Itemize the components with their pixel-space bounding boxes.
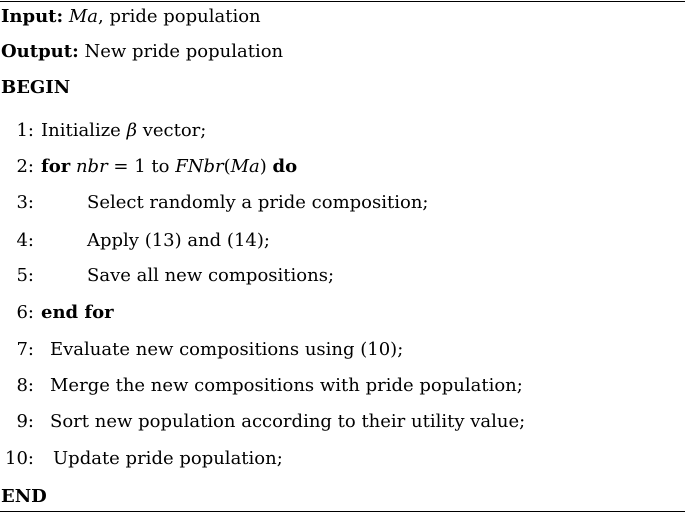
input-label: Input: bbox=[1, 6, 64, 27]
step-text: Sort new population according to their utility value; bbox=[50, 411, 526, 432]
step-number: 4: bbox=[16, 230, 34, 251]
beta-symbol: β bbox=[126, 120, 137, 141]
step-text: Select randomly a pride composition; bbox=[87, 192, 429, 213]
step-number: 1: bbox=[16, 120, 34, 141]
step-text: Update pride population; bbox=[53, 448, 283, 469]
input-text: , pride population bbox=[98, 6, 261, 27]
loop-variable: nbr bbox=[75, 156, 108, 177]
step-number: 10: bbox=[5, 448, 34, 469]
step-text: Evaluate new compositions using (10); bbox=[50, 339, 404, 360]
top-rule bbox=[0, 1, 685, 2]
step-text: Merge the new compositions with pride population; bbox=[50, 375, 523, 396]
function-name: FNbr bbox=[175, 156, 224, 177]
end-for-keyword: end for bbox=[41, 302, 114, 323]
end-keyword: END bbox=[1, 486, 47, 507]
step-number: 7: bbox=[16, 339, 34, 360]
step-text: Apply (13) and (14); bbox=[87, 230, 270, 251]
step-number: 5: bbox=[16, 265, 34, 286]
output-label: Output: bbox=[1, 41, 79, 62]
step-number: 9: bbox=[16, 411, 34, 432]
step-text: for nbr = 1 to FNbr(Ma) do bbox=[41, 156, 298, 177]
input-variable: Ma bbox=[68, 6, 99, 27]
output-text: New pride population bbox=[84, 41, 284, 62]
begin-keyword: BEGIN bbox=[1, 77, 71, 98]
for-keyword: for bbox=[41, 156, 71, 177]
step-number: 8: bbox=[16, 375, 34, 396]
step-number: 2: bbox=[16, 156, 34, 177]
do-keyword: do bbox=[272, 156, 298, 177]
bottom-rule bbox=[0, 511, 685, 512]
step-text: Initialize β vector; bbox=[41, 120, 207, 141]
step-number: 3: bbox=[16, 192, 34, 213]
step-number: 6: bbox=[16, 302, 34, 323]
step-text: Save all new compositions; bbox=[87, 265, 335, 286]
